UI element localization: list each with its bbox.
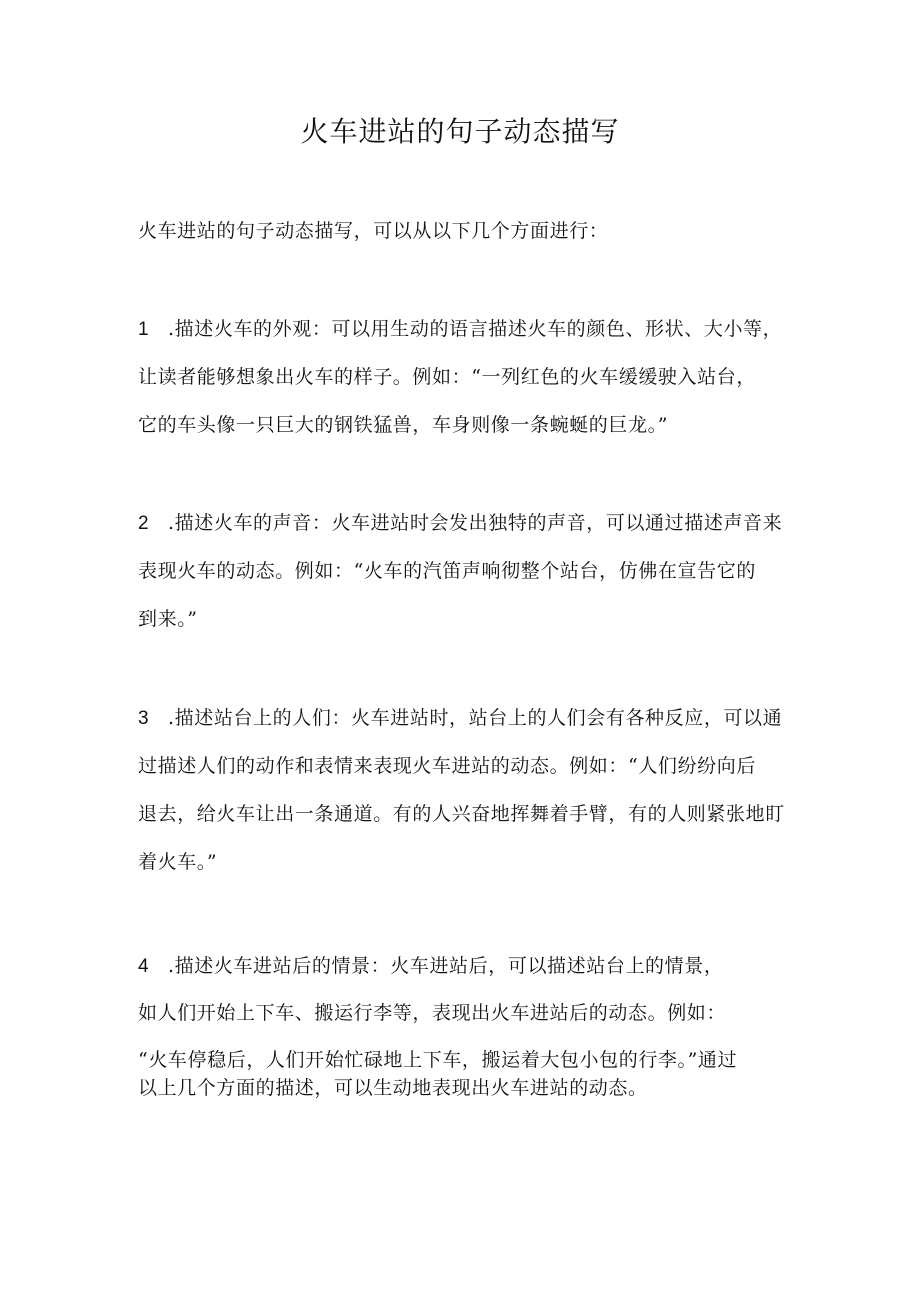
section-4-line-1 — [138, 953, 798, 980]
section-2-line-1 — [138, 510, 798, 537]
section-text: .描述火车的外观：可以用生动的语言描述火车的颜色、形状、大小等， — [168, 318, 783, 340]
section-3-line-2: 过描述人们的动作和表情来表现火车进站的动态。例如：“人们纷纷向后 — [138, 755, 756, 777]
section-text: .描述火车进站后的情景：火车进站后，可以描述站台上的情景， — [168, 955, 724, 977]
section-2-line-3: 到来。” — [138, 608, 198, 630]
section-number: 1 — [138, 319, 150, 340]
section-3-line-1 — [138, 705, 798, 732]
section-number: 4 — [138, 956, 150, 977]
intro-paragraph: 火车进站的句子动态描写，可以从以下几个方面进行： — [138, 220, 609, 242]
section-1-line-1 — [138, 316, 798, 343]
section-2-line-2: 表现火车的动态。例如：“火车的汽笛声响彻整个站台，仿佛在宣告它的 — [138, 560, 756, 582]
section-3-line-4: 着火车。” — [138, 851, 218, 873]
document-title: 火车进站的句子动态描写 — [300, 115, 620, 148]
section-number: 2 — [138, 513, 150, 534]
section-number: 3 — [138, 708, 150, 729]
section-4-line-3: “火车停稳后，人们开始忙碌地上下车，搬运着大包小包的行李。”通过 — [138, 1049, 738, 1071]
section-1-line-2: 让读者能够想象出火车的样子。例如：“一列红色的火车缓缓驶入站台， — [138, 366, 756, 388]
section-text: .描述火车的声音：火车进站时会发出独特的声音，可以通过描述声音来 — [168, 512, 783, 534]
section-4-line-2: 如人们开始上下车、搬运行李等，表现出火车进站后的动态。例如： — [138, 1002, 727, 1024]
section-3-line-3: 退去，给火车让出一条通道。有的人兴奋地挥舞着手臂，有的人则紧张地盯 — [138, 803, 785, 825]
section-1-line-3: 它的车头像一只巨大的钢铁猛兽，车身则像一条蜿蜒的巨龙。” — [138, 414, 669, 436]
section-4-line-4: 以上几个方面的描述，可以生动地表现出火车进站的动态。 — [138, 1077, 648, 1099]
section-text: .描述站台上的人们：火车进站时，站台上的人们会有各种反应，可以通 — [168, 707, 783, 729]
